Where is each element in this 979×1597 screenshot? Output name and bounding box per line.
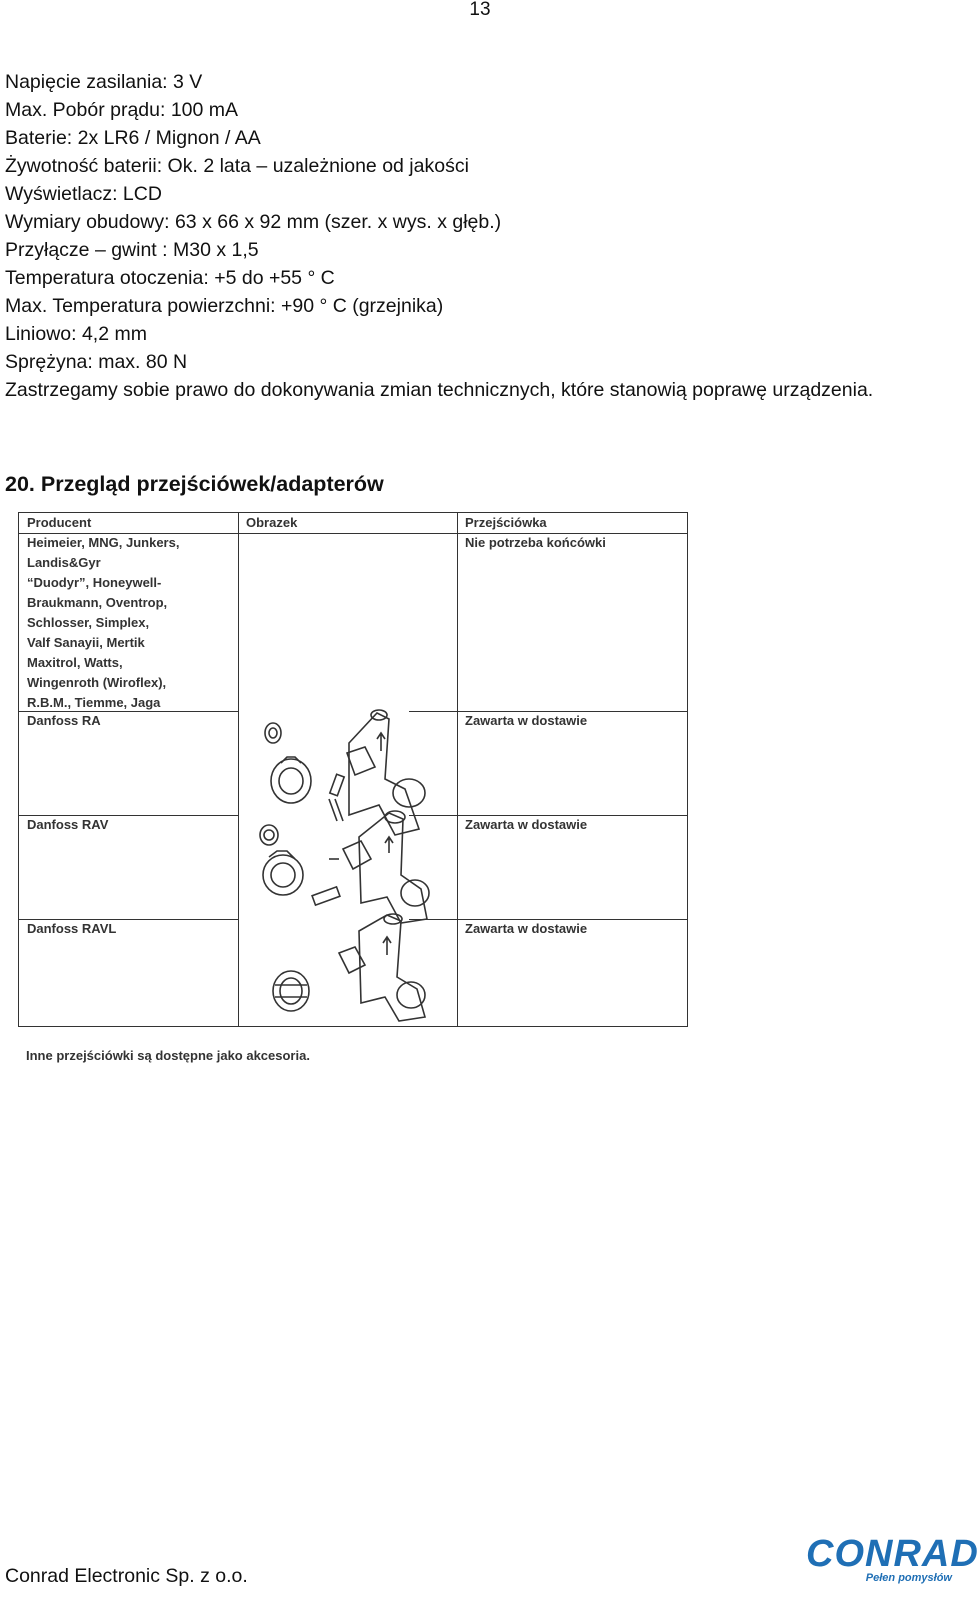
adapter-row4: Zawarta w dostawie: [465, 921, 588, 936]
page-number: 13: [469, 0, 491, 20]
conrad-logo: [806, 1532, 979, 1588]
spec-ambient-temp: Temperatura otoczenia: +5 do +55 ° C: [5, 267, 335, 289]
producer-line: R.B.M., Tiemme, Jaga: [27, 695, 161, 710]
producer-line: “Duodyr”, Honeywell-: [27, 575, 162, 590]
adapter-row2: Zawarta w dostawie: [465, 713, 588, 728]
danfoss-rav-valve-illustration: [249, 807, 439, 922]
specifications-list: [5, 68, 873, 404]
table-header-producer: Producent: [27, 515, 92, 530]
danfoss-ravl-valve-illustration: [259, 911, 439, 1026]
adapter-table: [18, 512, 688, 1027]
spec-surface-temp: Max. Temperatura powierzchni: +90 ° C (grzejnika): [5, 295, 444, 317]
producer-line: Heimeier, MNG, Junkers,: [27, 535, 180, 550]
producer-line: Braukmann, Oventrop,: [27, 595, 168, 610]
table-footnote: Inne przejściówki są dostępne jako akcesoria.: [26, 1048, 310, 1063]
spec-dimensions: Wymiary obudowy: 63 x 66 x 92 mm (szer. x wys. x głęb.): [5, 211, 502, 233]
producer-line: Landis&Gyr: [27, 555, 101, 570]
producer-danfoss-rav: Danfoss RAV: [27, 817, 109, 832]
table-col-divider: [238, 513, 239, 1026]
spec-connection: Przyłącze – gwint : M30 x 1,5: [5, 239, 259, 261]
footer-company-name: Conrad Electronic Sp. z o.o.: [5, 1565, 248, 1587]
adapter-row1: Nie potrzeba końcówki: [465, 535, 606, 550]
producer-danfoss-ravl: Danfoss RAVL: [27, 921, 117, 936]
spec-linear: Liniowo: 4,2 mm: [5, 323, 147, 345]
adapter-row3: Zawarta w dostawie: [465, 817, 588, 832]
spec-display: Wyświetlacz: LCD: [5, 183, 162, 205]
table-header-image: Obrazek: [246, 515, 298, 530]
spec-current: Max. Pobór prądu: 100 mA: [5, 99, 239, 121]
spec-spring: Sprężyna: max. 80 N: [5, 351, 188, 373]
producer-list-row1: [27, 533, 179, 713]
producer-danfoss-ra: Danfoss RA: [27, 713, 101, 728]
table-header-adapter: Przejściówka: [465, 515, 547, 530]
section-heading: 20. Przegląd przejściówek/adapterów: [5, 472, 384, 496]
spec-disclaimer: Zastrzegamy sobie prawo do dokonywania zmian technicznych, które stanowią poprawę urządzenia.: [5, 379, 874, 401]
producer-line: Valf Sanayii, Mertik: [27, 635, 145, 650]
logo-tagline: Pełen pomysłów: [865, 1572, 952, 1584]
producer-line: Schlosser, Simplex,: [27, 615, 150, 630]
logo-wordmark: CONRAD: [806, 1533, 979, 1575]
spec-battery-life: Żywotność baterii: Ok. 2 lata – uzależnione od jakości: [5, 155, 469, 177]
producer-line: Maxitrol, Watts,: [27, 655, 123, 670]
producer-line: Wingenroth (Wiroflex),: [27, 675, 167, 690]
spec-batteries: Baterie: 2x LR6 / Mignon / AA: [5, 127, 261, 149]
spec-voltage: Napięcie zasilania: 3 V: [5, 71, 203, 93]
table-col-divider: [457, 513, 458, 1026]
